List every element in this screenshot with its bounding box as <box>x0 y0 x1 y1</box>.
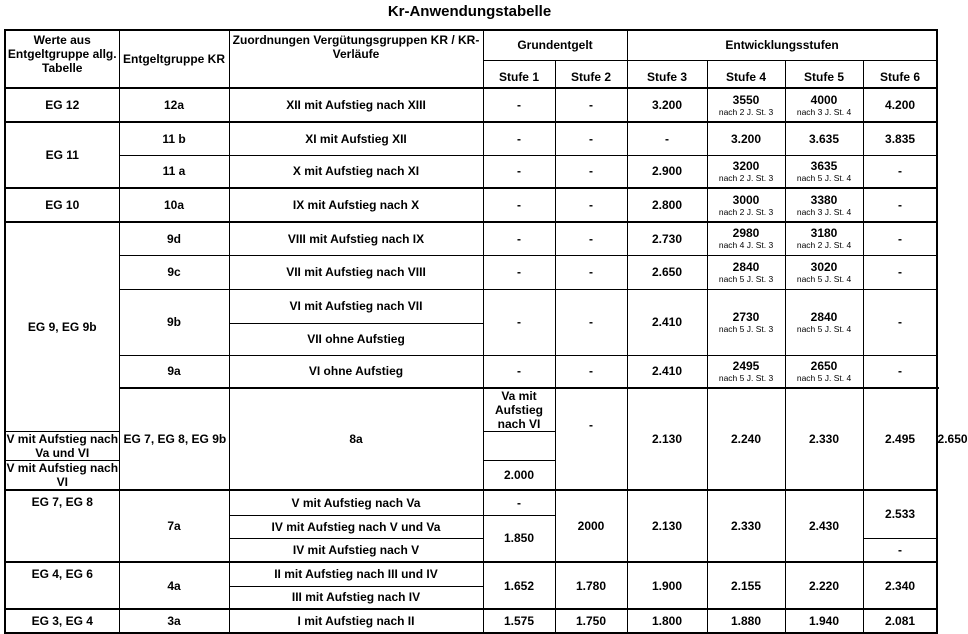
kr-cell: 12a <box>119 88 229 122</box>
note: nach 5 J. St. 3 <box>718 273 774 284</box>
stufe-4-cell: 3.200 <box>707 122 785 155</box>
stufe-3-cell: 1.900 <box>627 562 707 609</box>
zuordnung-cell: VI mit Aufstieg nach VII <box>229 289 483 323</box>
stufe-6-cell: - <box>863 355 937 388</box>
zuordnung-cell: VII mit Aufstieg nach VIII <box>229 255 483 289</box>
value: 3550 <box>732 92 760 107</box>
header-stufe-6: Stufe 6 <box>863 60 937 88</box>
table-row <box>5 289 937 323</box>
kr-cell: 10a <box>119 188 229 222</box>
header-zuordnungen: Zuordnungen Vergütungsgruppen KR / KR-Verläufe <box>229 30 483 88</box>
table-row <box>5 490 937 515</box>
stufe-1-cell: - <box>483 88 555 122</box>
note: nach 2 J. St. 3 <box>718 106 774 117</box>
stufe-5-cell <box>785 155 863 188</box>
stufe-1-cell: - <box>483 155 555 188</box>
stufe-2-cell: 1.780 <box>555 562 627 609</box>
stufe-1-cell: - <box>483 122 555 155</box>
note: nach 4 J. St. 3 <box>718 240 774 251</box>
value: 2650 <box>810 358 838 373</box>
value: 3000 <box>732 192 760 207</box>
table-row <box>5 562 937 586</box>
table-row <box>5 255 937 289</box>
stufe-2-cell: - <box>555 255 627 289</box>
kr-cell: 11 a <box>119 155 229 188</box>
header-werte: Werte aus Entgeltgruppe allg. Tabelle <box>5 30 119 88</box>
stufe-4-cell <box>707 289 785 355</box>
stufe-1-cell: - <box>483 188 555 222</box>
eg-cell: EG 11 <box>5 122 119 188</box>
stufe-1-cell: - <box>483 355 555 388</box>
stufe-3-cell: 2.410 <box>627 355 707 388</box>
eg-cell: EG 3, EG 4 <box>5 609 119 633</box>
note: nach 2 J. St. 3 <box>718 206 774 217</box>
value: 4000 <box>810 92 838 107</box>
kr-cell: 8a <box>229 388 483 490</box>
stufe-1-cell: 1.850 <box>483 515 555 562</box>
stufe-5-cell: 1.940 <box>785 609 863 633</box>
value: 3635 <box>810 158 838 173</box>
stufe-4-cell <box>707 222 785 255</box>
stufe-3-cell: 1.800 <box>627 609 707 633</box>
table-row <box>5 222 937 255</box>
eg-cell: EG 7, EG 8 <box>5 490 119 562</box>
table-row <box>5 122 937 155</box>
kr-cell: 3a <box>119 609 229 633</box>
note: nach 5 J. St. 4 <box>796 172 852 183</box>
stufe-2-cell: - <box>555 289 627 355</box>
stufe-1-cell: 1.575 <box>483 609 555 633</box>
zuordnung-cell: XI mit Aufstieg XII <box>229 122 483 155</box>
stufe-5-cell <box>785 88 863 122</box>
kr-cell: 9c <box>119 255 229 289</box>
stufe-1-cell: - <box>483 289 555 355</box>
kr-cell: 4a <box>119 562 229 609</box>
zuordnung-cell: III mit Aufstieg nach IV <box>229 586 483 609</box>
stufe-6-cell: - <box>863 222 937 255</box>
value: 3180 <box>810 226 838 241</box>
table-row <box>5 188 937 222</box>
zuordnung-cell: V mit Aufstieg nach VI <box>6 461 119 489</box>
table-row <box>5 155 937 188</box>
stufe-3-cell: 2.410 <box>627 289 707 355</box>
stufe-3-cell: 3.200 <box>627 88 707 122</box>
table-row <box>5 88 937 122</box>
value: 2840 <box>810 309 838 324</box>
stufe-4-cell <box>707 155 785 188</box>
stufe-5-cell: 3.635 <box>785 122 863 155</box>
value: 2495 <box>732 358 760 373</box>
table-row <box>5 609 937 633</box>
stufe-4-cell <box>707 255 785 289</box>
stufe-4-cell: 2.155 <box>707 562 785 609</box>
stufe-5-cell <box>785 289 863 355</box>
kr-cell: 9a <box>119 355 229 388</box>
eg-cell: EG 9, EG 9b <box>5 222 119 432</box>
stufe-5-cell: 2.220 <box>785 562 863 609</box>
zuordnung-cell: VI ohne Aufstieg <box>229 355 483 388</box>
kr-cell: 11 b <box>119 122 229 155</box>
value: 3200 <box>732 158 760 173</box>
note: nach 5 J. St. 4 <box>796 273 852 284</box>
stufe-1-cell: 2.000 <box>483 461 555 491</box>
stufe-5-cell <box>785 222 863 255</box>
page-title: Kr-Anwendungstabelle <box>387 3 552 20</box>
value: 3380 <box>810 192 838 207</box>
stufe-4-cell: 2.330 <box>707 490 785 562</box>
header-stufe-1: Stufe 1 <box>483 60 555 88</box>
stufe-6-cell: - <box>863 155 937 188</box>
stufe-3-cell: - <box>627 122 707 155</box>
zuordnung-cell: VIII mit Aufstieg nach IX <box>229 222 483 255</box>
kr-table <box>4 29 968 634</box>
zuordnung-cell: V mit Aufstieg nach Va <box>229 490 483 515</box>
table-row <box>5 355 937 388</box>
zuordnung-cell: II mit Aufstieg nach III und IV <box>229 562 483 586</box>
stufe-3-cell: 2.900 <box>627 155 707 188</box>
stufe-3-cell: 2.650 <box>627 255 707 289</box>
stufe-1-cell: 1.652 <box>483 562 555 609</box>
zuordnung-cell: IV mit Aufstieg nach V und Va <box>229 515 483 538</box>
zuordnung-cell: IX mit Aufstieg nach X <box>229 188 483 222</box>
stufe-2-cell: 1.750 <box>555 609 627 633</box>
header-entwicklungsstufen: Entwicklungsstufen <box>627 30 937 60</box>
header-stufe-2: Stufe 2 <box>555 60 627 88</box>
stufe-6-cell: 4.200 <box>863 88 937 122</box>
stufe-2-cell: 2000 <box>555 490 627 562</box>
note: nach 5 J. St. 4 <box>796 323 852 334</box>
stufe-3-cell: 2.130 <box>627 490 707 562</box>
stufe-1-cell: - <box>483 222 555 255</box>
stufe-6-cell: 2.340 <box>863 562 937 609</box>
stufe-2-cell: - <box>555 188 627 222</box>
zuordnung-cell: Va mit Aufstieg nach VI <box>483 388 555 432</box>
value: 2980 <box>732 226 760 241</box>
eg-cell: EG 7, EG 8, EG 9b <box>119 388 229 490</box>
stufe-4-cell <box>707 355 785 388</box>
stufe-2-cell: - <box>555 355 627 388</box>
stufe-1-cell: - <box>483 255 555 289</box>
kr-cell: 9b <box>119 289 229 355</box>
stufe-5-cell <box>785 255 863 289</box>
stufe-2-cell: 2.130 <box>627 388 707 490</box>
value: 2730 <box>732 309 760 324</box>
zuordnung-cell: X mit Aufstieg nach XI <box>229 155 483 188</box>
stufe-5-cell <box>785 355 863 388</box>
stufe-6-cell: 3.835 <box>863 122 937 155</box>
stufe-6-cell: 2.533 <box>863 490 937 538</box>
header-entgeltgruppe-kr: Entgeltgruppe KR <box>119 30 229 88</box>
stufe-6-cell: - <box>863 255 937 289</box>
stufe-5-cell: 2.430 <box>785 490 863 562</box>
header-stufe-4: Stufe 4 <box>707 60 785 88</box>
table-row: EG 7, EG 8, EG 9b 8a Va mit Aufstieg nach VI - 2.130 2.240 2.330 2.495 2.650 <box>5 388 937 432</box>
stufe-3-cell: 2.730 <box>627 222 707 255</box>
value: 2840 <box>732 259 760 274</box>
stufe-5-cell <box>785 188 863 222</box>
stufe-1-cell: - <box>483 490 555 515</box>
stufe-5-cell: 2.495 <box>863 388 937 490</box>
note: nach 3 J. St. 4 <box>796 206 852 217</box>
stufe-6-cell: 2.081 <box>863 609 937 633</box>
stufe-6-cell: - <box>863 188 937 222</box>
kr-cell: 7a <box>119 490 229 562</box>
header-stufe-3: Stufe 3 <box>627 60 707 88</box>
note: nach 2 J. St. 3 <box>718 172 774 183</box>
note: nach 2 J. St. 4 <box>796 240 852 251</box>
stufe-6-cell: - <box>863 538 937 562</box>
stufe-2-cell: - <box>555 122 627 155</box>
stufe-1-cell: - <box>555 388 627 461</box>
zuordnung-cell: IV mit Aufstieg nach V <box>229 538 483 562</box>
note: nach 5 J. St. 4 <box>796 372 852 383</box>
note: nach 5 J. St. 3 <box>718 323 774 334</box>
note: nach 5 J. St. 3 <box>718 372 774 383</box>
header-grundentgelt: Grundentgelt <box>483 30 627 60</box>
zuordnung-cell: VII ohne Aufstieg <box>229 323 483 355</box>
eg-cell: EG 10 <box>5 188 119 222</box>
stufe-3-cell: 2.800 <box>627 188 707 222</box>
stufe-6-cell: - <box>863 289 937 355</box>
kr-cell: 9d <box>119 222 229 255</box>
zuordnung-cell: V mit Aufstieg nach Va und VI <box>6 432 119 460</box>
stufe-3-cell: 2.240 <box>707 388 785 490</box>
stufe-2-cell: - <box>555 155 627 188</box>
stufe-2-cell: - <box>555 222 627 255</box>
stufe-4-cell: 2.330 <box>785 388 863 490</box>
zuordnung-cell: XII mit Aufstieg nach XIII <box>229 88 483 122</box>
stufe-4-cell <box>707 88 785 122</box>
eg-cell: EG 12 <box>5 88 119 122</box>
stufe-2-cell: - <box>555 88 627 122</box>
value: 3020 <box>810 259 838 274</box>
header-stufe-5: Stufe 5 <box>785 60 863 88</box>
stufe-4-cell <box>707 188 785 222</box>
stufe-4-cell: 1.880 <box>707 609 785 633</box>
eg-cell: EG 4, EG 6 <box>5 562 119 609</box>
note: nach 3 J. St. 4 <box>796 106 852 117</box>
zuordnung-cell: I mit Aufstieg nach II <box>229 609 483 633</box>
